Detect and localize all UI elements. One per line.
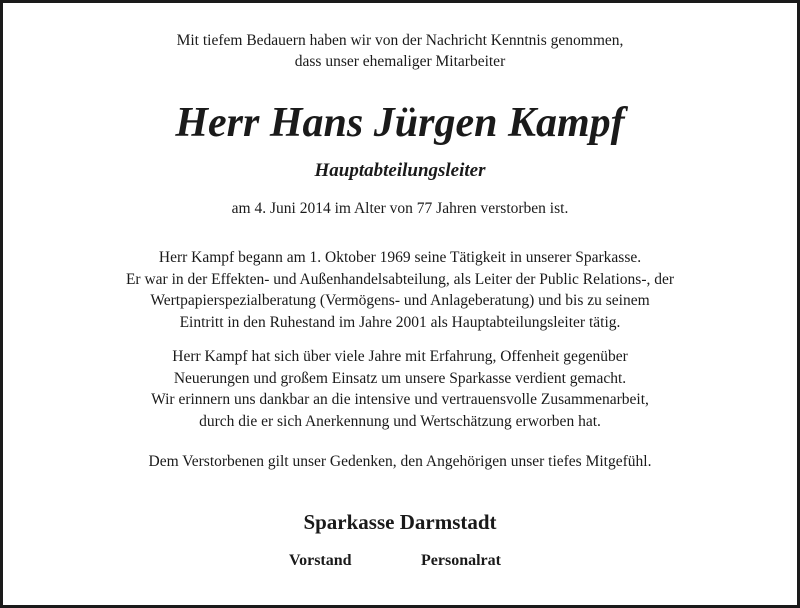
intro-text	[0, 30, 800, 72]
intro-line: Mit tiefem Bedauern haben wir von der Nachricht Kenntnis genommen,	[176, 32, 624, 49]
paragraph-line: Er war in der Effekten- und Außenhandelsabteilung, als Leiter der Public Relations-, der	[125, 270, 675, 288]
paragraph-condolence	[0, 451, 800, 473]
paragraph-line: Wir erinnern uns dankbar an die intensive und vertrauensvolle Zusammenarbeit,	[151, 391, 649, 408]
paragraph-line: Herr Kampf hat sich über viele Jahre mit Erfahrung, Offenheit gegenüber	[172, 348, 628, 365]
paragraph-line: durch die er sich Anerkennung und Wertschätzung erworben hat.	[199, 412, 601, 430]
paragraph-line: Wertpapierspezialberatung (Vermögens- und Anlageberatung) und bis zu seinem	[150, 292, 650, 309]
death-notice: am 4. Juni 2014 im Alter von 77 Jahren verstorben ist.	[231, 200, 569, 217]
paragraph-appreciation	[0, 346, 800, 432]
paragraph-line: Eintritt in den Ruhestand im Jahre 2001 als Hauptabteilungsleiter tätig.	[179, 313, 621, 331]
signatory-staff-council: Personalrat	[421, 552, 501, 569]
organization-name: Sparkasse Darmstadt	[303, 510, 497, 534]
deceased-position: Hauptabteilungsleiter	[314, 160, 486, 181]
paragraph-line: Herr Kampf begann am 1. Oktober 1969 seine Tätigkeit in unserer Sparkasse.	[158, 249, 642, 266]
signatory-board: Vorstand	[289, 552, 352, 569]
paragraph-career	[0, 247, 800, 333]
intro-line: dass unser ehemaliger Mitarbeiter	[294, 53, 506, 70]
paragraph-line: Neuerungen und großem Einsatz um unsere Sparkasse verdient gemacht.	[173, 369, 627, 387]
deceased-name: Herr Hans Jürgen Kampf	[175, 100, 625, 146]
paragraph-line: Dem Verstorbenen gilt unser Gedenken, den Angehörigen unser tiefes Mitgefühl.	[148, 453, 652, 470]
